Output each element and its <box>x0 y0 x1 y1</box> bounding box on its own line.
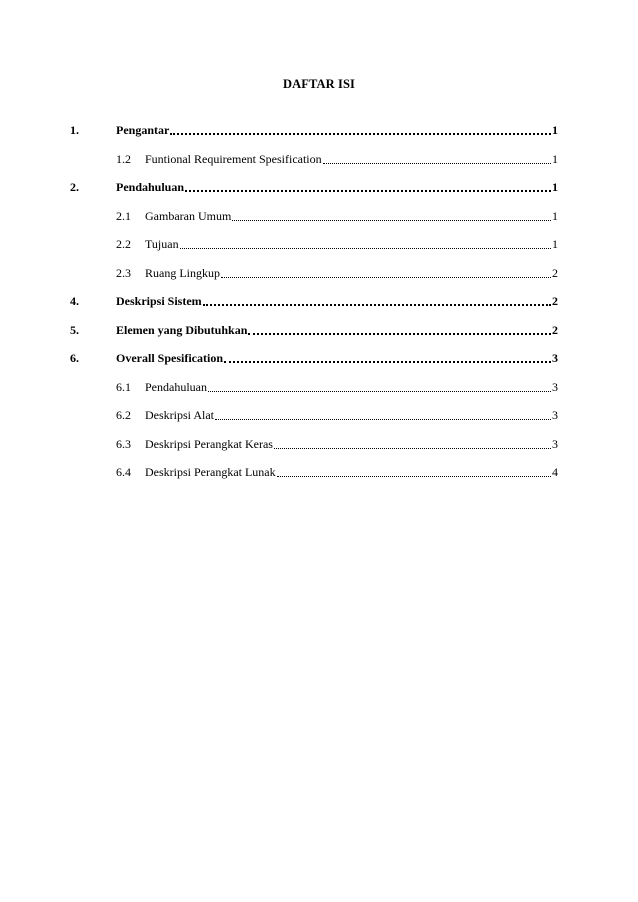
toc-entry-page-number: 3 <box>552 408 558 422</box>
toc-entry-page-number: 3 <box>552 351 558 365</box>
toc-entry[interactable] <box>0 377 638 406</box>
toc-entry-line <box>145 237 558 252</box>
toc-entry-label[interactable]: Pendahuluan <box>116 180 185 194</box>
toc-entry-label[interactable]: Deskripsi Perangkat Keras <box>145 436 273 451</box>
toc-list <box>0 120 638 491</box>
toc-entry-label[interactable]: Ruang Lingkup <box>145 265 220 280</box>
toc-entry-label[interactable]: Pendahuluan <box>145 379 207 394</box>
toc-entry[interactable] <box>0 320 638 349</box>
toc-entry-number: 6.1 <box>116 379 131 394</box>
toc-entry-page-number: 2 <box>552 294 558 308</box>
toc-entry-page-number: 1 <box>552 123 558 137</box>
toc-entry-label[interactable]: Tujuan <box>145 237 179 251</box>
toc-entry-number: 6.2 <box>116 408 131 422</box>
toc-entry-page-number: 3 <box>552 436 558 451</box>
toc-entry[interactable] <box>0 434 638 463</box>
toc-entry-number: 2.3 <box>116 265 131 280</box>
toc-entry-line <box>145 152 558 167</box>
dot-leader <box>185 190 551 192</box>
dot-leader <box>215 419 551 420</box>
dot-leader <box>248 333 551 335</box>
toc-entry[interactable] <box>0 120 638 149</box>
dot-leader <box>180 248 551 249</box>
toc-entry-label[interactable]: Deskripsi Sistem <box>116 294 202 308</box>
toc-entry-number: 4. <box>70 294 79 308</box>
toc-title: DAFTAR ISI <box>283 77 355 91</box>
dot-leader <box>170 133 551 135</box>
toc-entry[interactable] <box>0 462 638 491</box>
dot-leader <box>274 448 551 449</box>
toc-entry-number: 6.3 <box>116 436 131 451</box>
toc-entry-label[interactable]: Gambaran Umum <box>145 208 232 223</box>
toc-entry-number: 6. <box>70 351 79 365</box>
dot-leader <box>221 277 551 278</box>
toc-entry-label[interactable]: Deskripsi Perangkat Lunak <box>145 465 276 479</box>
toc-entry-number: 1.2 <box>116 151 131 166</box>
dot-leader <box>323 163 551 164</box>
toc-entry-page-number: 4 <box>552 465 558 479</box>
toc-entry-number: 6.4 <box>116 465 131 479</box>
toc-entry-line <box>116 123 558 138</box>
toc-entry-number: 2. <box>70 180 79 194</box>
toc-entry-line <box>116 351 558 366</box>
dot-leader <box>224 361 551 363</box>
toc-entry-number: 2.1 <box>116 208 131 223</box>
toc-entry-number: 1. <box>70 123 79 137</box>
toc-entry-line <box>145 380 558 395</box>
toc-entry-number: 2.2 <box>116 237 131 251</box>
toc-entry-label[interactable]: Elemen yang Dibutuhkan <box>116 322 248 337</box>
toc-entry[interactable] <box>0 291 638 320</box>
toc-entry-page-number: 2 <box>552 322 558 337</box>
toc-entry-label[interactable]: Funtional Requirement Spesification <box>145 151 322 166</box>
dot-leader <box>208 391 551 392</box>
toc-entry-line <box>116 323 558 338</box>
toc-entry-page-number: 1 <box>552 237 558 251</box>
toc-entry[interactable] <box>0 177 638 206</box>
toc-entry[interactable] <box>0 263 638 292</box>
toc-entry-label[interactable]: Overall Spesification <box>116 351 223 365</box>
toc-entry-line <box>116 294 558 309</box>
toc-entry-page-number: 2 <box>552 265 558 280</box>
toc-entry-line <box>116 180 558 195</box>
toc-entry-line <box>145 266 558 281</box>
toc-entry-label[interactable]: Deskripsi Alat <box>145 408 214 422</box>
toc-entry-label[interactable]: Pengantar <box>116 123 170 137</box>
toc-entry-line <box>145 408 558 423</box>
dot-leader <box>203 304 551 306</box>
toc-entry[interactable] <box>0 234 638 263</box>
toc-entry[interactable] <box>0 206 638 235</box>
toc-entry-page-number: 3 <box>552 379 558 394</box>
toc-entry-number: 5. <box>70 322 79 337</box>
toc-entry[interactable] <box>0 405 638 434</box>
toc-entry[interactable] <box>0 149 638 178</box>
toc-entry-page-number: 1 <box>552 208 558 223</box>
toc-entry-line <box>145 437 558 452</box>
toc-entry-line <box>145 209 558 224</box>
dot-leader <box>232 220 551 221</box>
dot-leader <box>277 476 551 477</box>
toc-entry-page-number: 1 <box>552 151 558 166</box>
toc-entry-page-number: 1 <box>552 180 558 194</box>
toc-entry[interactable] <box>0 348 638 377</box>
toc-entry-line <box>145 465 558 480</box>
